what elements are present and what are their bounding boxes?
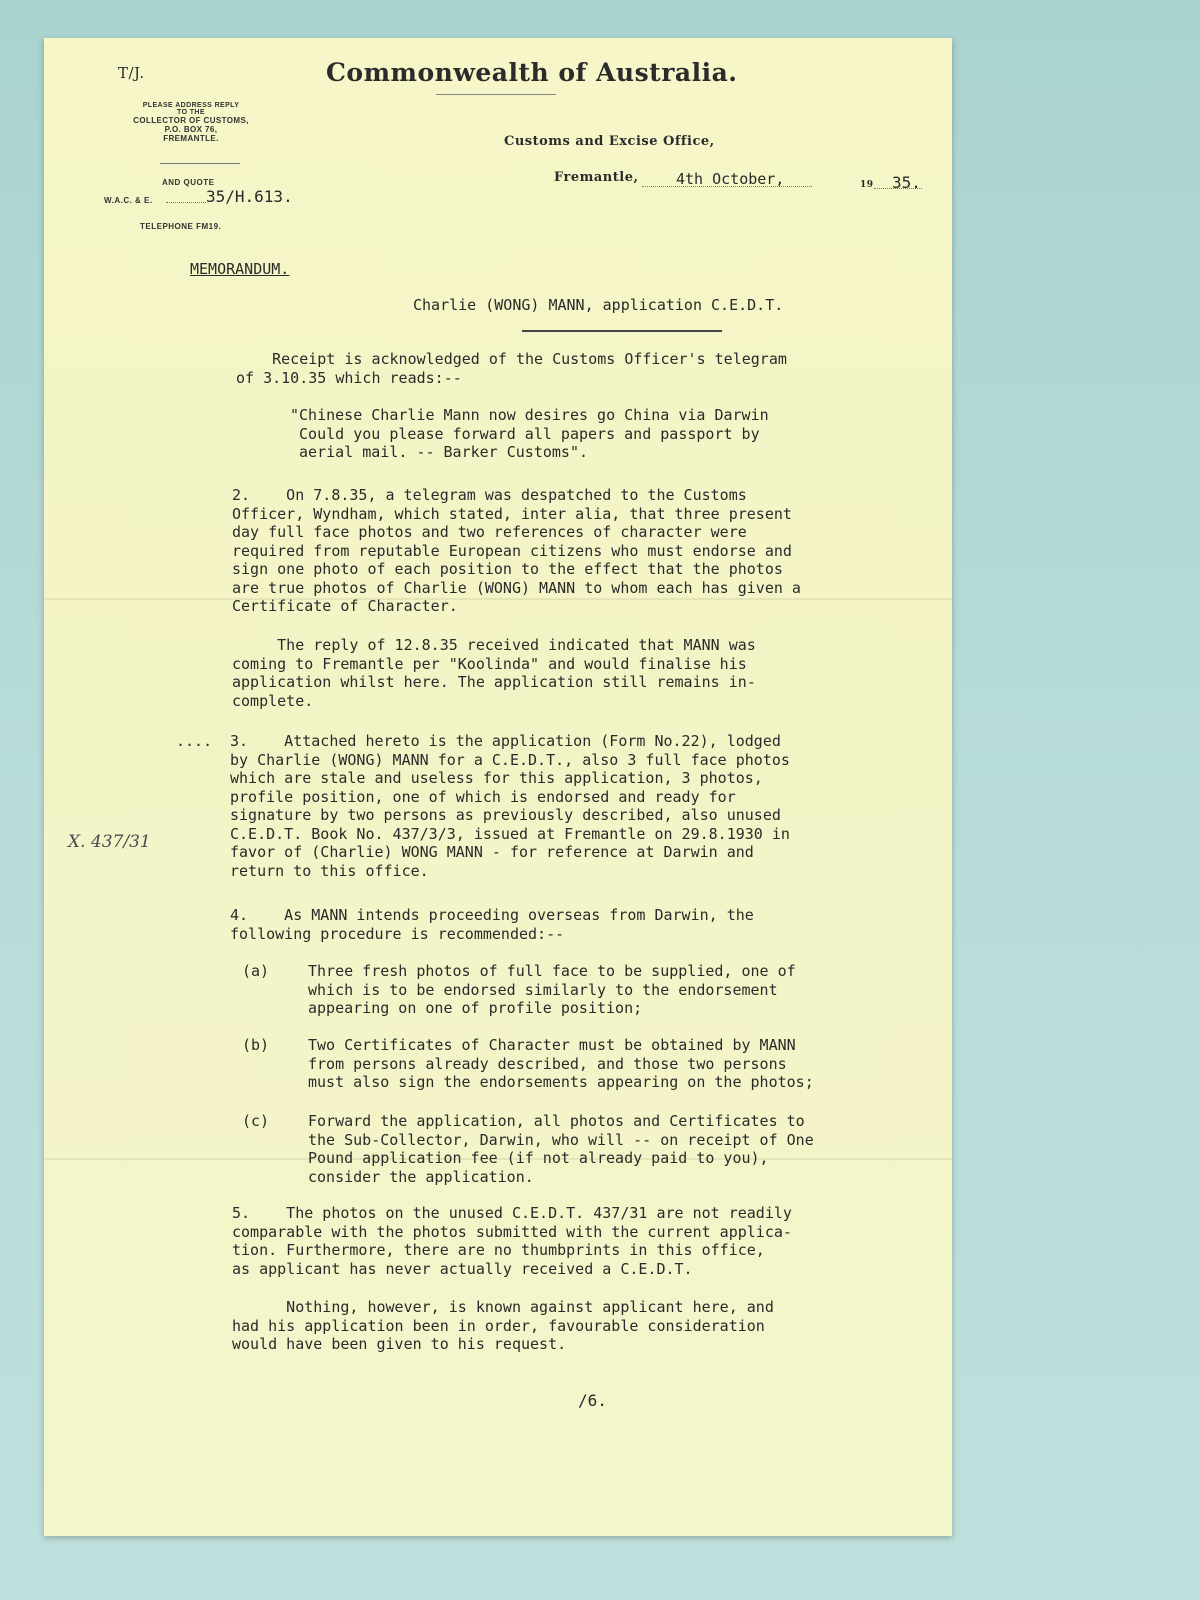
paragraph-2: 2. On 7.8.35, a telegram was despatched to the Customs Officer, Wyndham, which stated, inter alia, that three present day full face photos and two references of character were required from reputable European citizens who must endorse and sign one photo of each position to the effect that the photos are true photos of Charlie (WONG) MANN to whom each has given a Certificate of Character. (232, 486, 801, 615)
document-page (44, 38, 952, 1536)
letter-date: 4th October, (676, 170, 785, 188)
item-marker: (c) (242, 1112, 270, 1130)
handwritten-margin-note: X. 437/31 (68, 832, 151, 852)
year-prefix: 19 (860, 180, 874, 190)
paragraph-6: Nothing, however, is known against applicant here, and had his application been in order, favourable consideration would have been given to his request. (232, 1298, 774, 1353)
address-line: TO THE (177, 109, 205, 116)
memo-heading: MEMORANDUM. (190, 260, 290, 278)
address-line: PLEASE ADDRESS REPLY (142, 102, 240, 109)
office-name: Customs and Excise Office, (504, 134, 715, 149)
intro-paragraph: Receipt is acknowledged of the Customs Officer's telegram of 3.10.35 which reads:-- (236, 350, 787, 387)
quote-label: AND QUOTE (162, 178, 215, 187)
address-rule (160, 163, 240, 164)
item-text: Two Certificates of Character must be obtained by MANN from persons already described, and those two persons must also sign the endorsements appearing on the photos; (308, 1036, 814, 1091)
item-text: Forward the application, all photos and Certificates to the Sub-Collector, Darwin, who will -- on receipt of One Pound application fee (if not already paid to you), consider the application. (308, 1112, 814, 1186)
letter-year: 35. (892, 173, 921, 192)
file-reference: 35/H.613. (206, 187, 293, 206)
address-line: COLLECTOR OF CUSTOMS, (133, 116, 249, 125)
paragraph-4: 4. As MANN intends proceeding overseas from Darwin, the following procedure is recommended:-- (230, 906, 754, 943)
paragraph-5: 5. The photos on the unused C.E.D.T. 437/31 are not readily comparable with the photos submitted with the current applica- tion. Furthermore, there are no thumbprints in this office, as applicant has never actually received a C.E.D.T. (232, 1204, 792, 1278)
subject-rule (522, 330, 722, 332)
title-rule (436, 94, 556, 95)
paragraph-2-continued: The reply of 12.8.35 received indicated that MANN was coming to Fremantle per "Koolinda" and would finalise his application whilst here. The application still remains in- complete. (232, 636, 756, 710)
reply-address-block (116, 102, 266, 143)
paragraph-3-marker: .... (176, 732, 213, 750)
item-marker: (a) (242, 962, 270, 980)
office-place: Fremantle, (554, 170, 639, 185)
telephone: TELEPHONE FM19. (140, 222, 222, 231)
reference-dotted-line (166, 202, 206, 203)
address-line: FREMANTLE. (163, 134, 219, 143)
item-marker: (b) (242, 1036, 270, 1054)
memo-subject: Charlie (WONG) MANN, application C.E.D.T. (413, 296, 784, 314)
item-text: Three fresh photos of full face to be supplied, one of which is to be endorsed similarly to the endorsement appearing on one of profile position; (308, 962, 796, 1017)
reference-code: T/J. (118, 64, 145, 82)
address-line: P.O. BOX 76, (164, 125, 218, 134)
next-page-marker: /6. (578, 1391, 607, 1410)
wac-label: W.A.C. & E. (104, 196, 153, 205)
paragraph-3: 3. Attached hereto is the application (Form No.22), lodged by Charlie (WONG) MANN for a C.E.D.T., also 3 full face photos which are stale and useless for this application, 3 photos, profile position, one of which is endorsed and ready for signature by two persons as previously described, also unused C.E.D.T. Book No. 437/3/3, issued at Fremantle on 29.8.1930 in favor of (Charlie) WONG MANN - for reference at Darwin and return to this office. (230, 732, 790, 880)
letterhead-title: Commonwealth of Australia. (326, 58, 738, 87)
telegram-quote: "Chinese Charlie Mann now desires go China via Darwin Could you please forward all papers and passport by aerial mail. -- Barker Customs". (290, 406, 769, 461)
